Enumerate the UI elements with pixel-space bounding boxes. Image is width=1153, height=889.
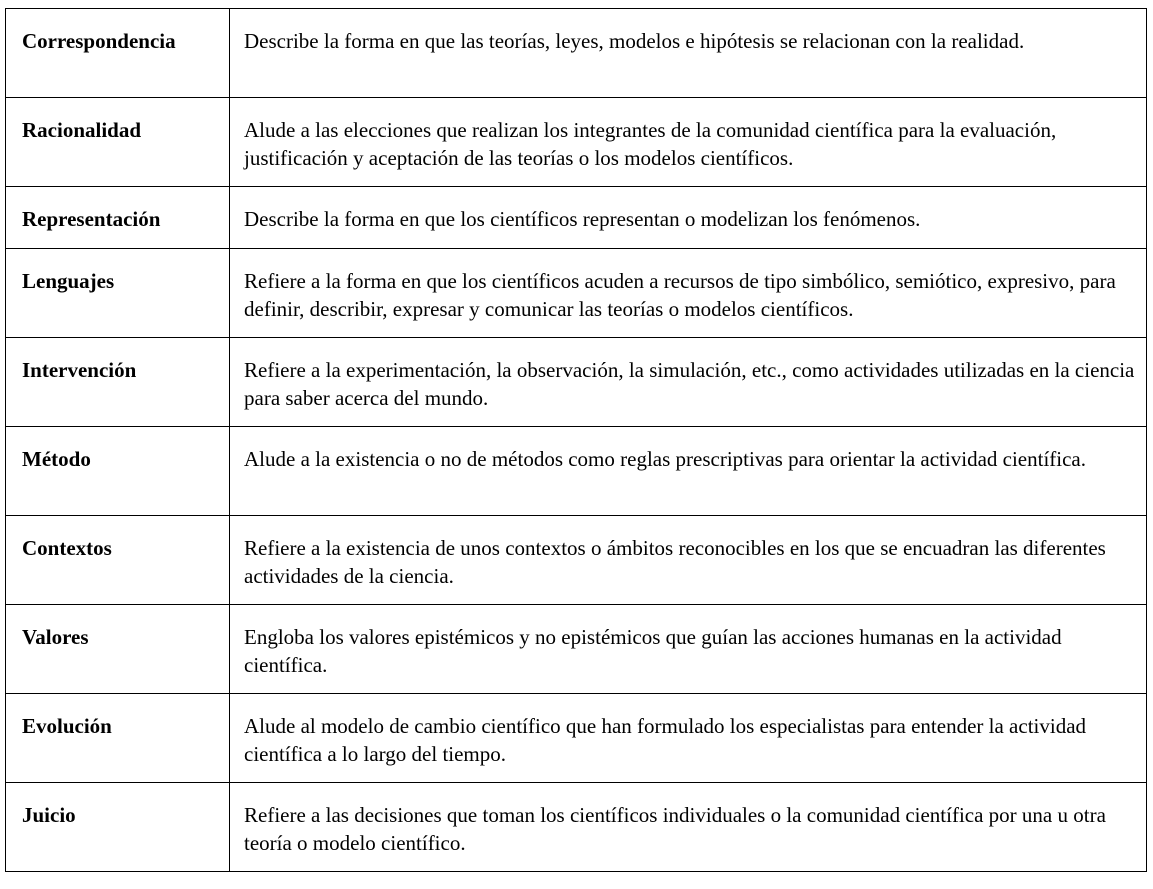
term-cell: Contextos: [6, 516, 230, 605]
table-row: [6, 98, 1147, 187]
term-cell: Método: [6, 427, 230, 516]
term-cell: Juicio: [6, 783, 230, 872]
term-cell: Correspondencia: [6, 9, 230, 98]
table-row: [6, 783, 1147, 872]
table-row: [6, 9, 1147, 98]
description-cell: Alude al modelo de cambio científico que han formulado los especialistas para entender la actividad científica a lo largo del tiempo.: [230, 694, 1147, 783]
term-cell: Lenguajes: [6, 249, 230, 338]
description-cell: Refiere a las decisiones que toman los científicos individuales o la comunidad científica por una u otra teoría o modelo científico.: [230, 783, 1147, 872]
table-row: [6, 427, 1147, 516]
description-cell: Refiere a la existencia de unos contextos o ámbitos reconocibles en los que se encuadran las diferentes actividades de la ciencia.: [230, 516, 1147, 605]
term-cell: Racionalidad: [6, 98, 230, 187]
term-cell: Valores: [6, 605, 230, 694]
table-row: [6, 249, 1147, 338]
table-row: [6, 187, 1147, 249]
table-row: [6, 338, 1147, 427]
description-cell: Refiere a la forma en que los científicos acuden a recursos de tipo simbólico, semiótico, expresivo, para definir, describir, expresar y comunicar las teorías o modelos científicos.: [230, 249, 1147, 338]
description-cell: Engloba los valores epistémicos y no epistémicos que guían las acciones humanas en la actividad científica.: [230, 605, 1147, 694]
description-cell: Alude a las elecciones que realizan los integrantes de la comunidad científica para la evaluación, justificación y aceptación de las teorías o los modelos científicos.: [230, 98, 1147, 187]
table-row: [6, 694, 1147, 783]
description-cell: Refiere a la experimentación, la observación, la simulación, etc., como actividades utilizadas en la ciencia para saber acerca del mundo.: [230, 338, 1147, 427]
term-cell: Intervención: [6, 338, 230, 427]
description-cell: Alude a la existencia o no de métodos como reglas prescriptivas para orientar la actividad científica.: [230, 427, 1147, 516]
term-cell: Representación: [6, 187, 230, 249]
definitions-table: [5, 8, 1147, 872]
term-cell: Evolución: [6, 694, 230, 783]
description-cell: Describe la forma en que las teorías, leyes, modelos e hipótesis se relacionan con la realidad.: [230, 9, 1147, 98]
description-cell: Describe la forma en que los científicos representan o modelizan los fenómenos.: [230, 187, 1147, 249]
table-row: [6, 605, 1147, 694]
table-row: [6, 516, 1147, 605]
